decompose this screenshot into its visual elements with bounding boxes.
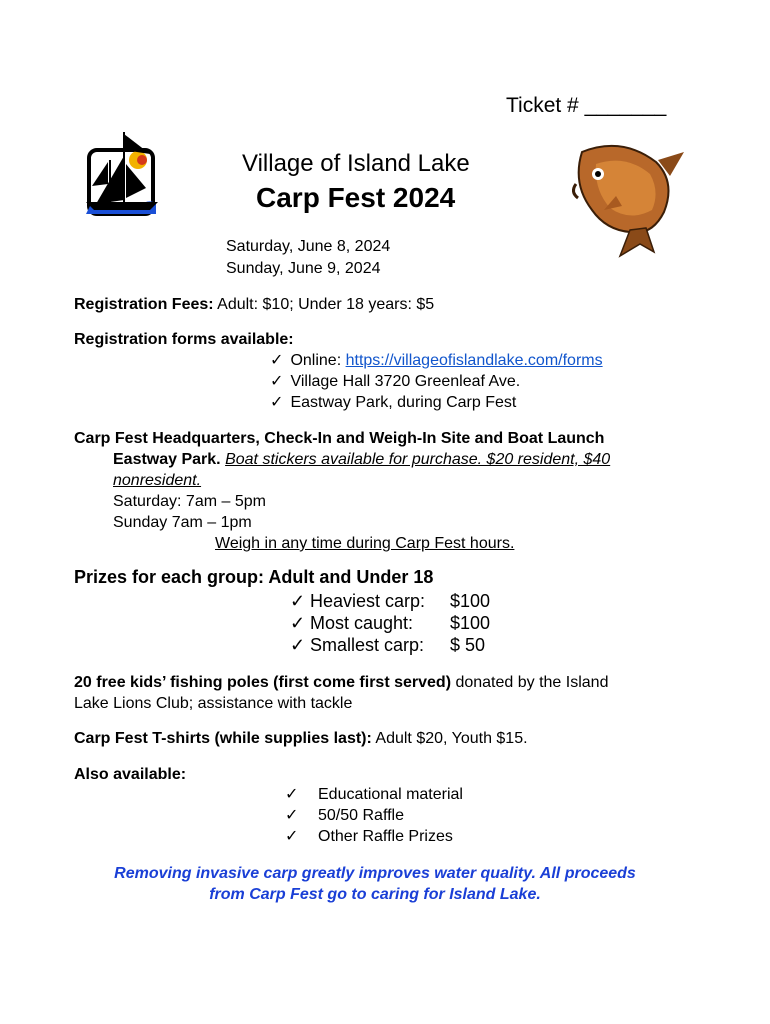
kids-poles-bold: 20 free kids’ fishing poles (first come first served) — [74, 674, 452, 691]
tshirts-paragraph — [74, 728, 528, 749]
boat-sticker-note: Boat stickers available for purchase. $20 resident, $40 — [225, 451, 611, 468]
date-saturday: Saturday, June 8, 2024 — [226, 238, 391, 255]
list-item — [285, 805, 463, 826]
weigh-in-note: Weigh in any time during Carp Fest hours. — [215, 535, 515, 552]
check-icon: ✓ — [270, 394, 284, 411]
also-item: Other Raffle Prizes — [318, 828, 453, 845]
list-item — [270, 350, 603, 371]
prizes-list — [290, 590, 490, 656]
check-icon: ✓ — [290, 591, 306, 611]
also-item: Educational material — [318, 786, 463, 803]
kids-poles-text: donated by the Island — [451, 674, 609, 691]
fees-text: Adult: $10; Under 18 years: $5 — [213, 296, 435, 313]
hours-saturday: Saturday: 7am – 5pm — [113, 493, 266, 510]
kids-poles-paragraph — [74, 672, 608, 714]
prize-label: Smallest carp: — [310, 635, 425, 655]
event-title: Carp Fest 2024 — [256, 182, 456, 213]
prize-row — [290, 612, 490, 634]
prize-amount: $100 — [450, 613, 491, 633]
prize-row — [290, 634, 490, 656]
check-icon: ✓ — [290, 613, 306, 633]
tshirts-bold: Carp Fest T-shirts (while supplies last): — [74, 730, 372, 747]
also-item: 50/50 Raffle — [318, 807, 404, 824]
check-icon: ✓ — [285, 828, 299, 845]
list-item — [285, 826, 463, 847]
prize-row — [290, 590, 490, 612]
list-item — [270, 392, 603, 413]
village-logo-icon — [80, 128, 162, 220]
kids-poles-text-cont: Lake Lions Club; assistance with tackle — [74, 695, 353, 712]
ticket-number: Ticket # _______ — [506, 94, 667, 117]
headquarters-heading: Carp Fest Headquarters, Check-In and Weigh-In Site and Boat Launch — [74, 430, 605, 447]
prize-label: Most caught: — [310, 613, 414, 633]
closing-statement — [74, 863, 676, 905]
prizes-heading: Prizes for each group: Adult and Under 18 — [74, 567, 434, 587]
closing-line-1: Removing invasive carp greatly improves water quality. All proceeds — [114, 865, 636, 882]
prize-amount: $100 — [450, 591, 491, 611]
check-icon: ✓ — [285, 786, 299, 803]
event-dates — [226, 236, 390, 280]
organization-name: Village of Island Lake — [242, 150, 470, 177]
forms-link[interactable]: https://villageofislandlake.com/forms — [345, 352, 603, 369]
also-available-list — [285, 784, 463, 847]
eastway-park-text: Eastway Park, during Carp Fest — [290, 394, 517, 411]
date-sunday: Sunday, June 9, 2024 — [226, 260, 381, 277]
check-icon: ✓ — [270, 373, 284, 390]
village-hall-text: Village Hall 3720 Greenleaf Ave. — [290, 373, 521, 390]
registration-fees — [74, 294, 434, 315]
check-icon: ✓ — [270, 352, 284, 369]
list-item — [270, 371, 603, 392]
prize-label: Heaviest carp: — [310, 591, 426, 611]
check-icon: ✓ — [290, 635, 306, 655]
also-available-label: Also available: — [74, 766, 187, 783]
list-item — [285, 784, 463, 805]
tshirts-text: Adult $20, Youth $15. — [371, 730, 528, 747]
fees-label: Registration Fees: — [74, 296, 214, 313]
headquarters-location — [113, 449, 610, 470]
prize-amount: $ 50 — [450, 635, 486, 655]
online-label: Online: — [290, 352, 346, 369]
carp-fish-icon — [560, 140, 690, 258]
hours-sunday: Sunday 7am – 1pm — [113, 514, 252, 531]
forms-label: Registration forms available: — [74, 331, 294, 348]
headquarters-park: Eastway Park. — [113, 451, 221, 468]
boat-sticker-note-cont: nonresident. — [113, 472, 202, 489]
closing-line-2: from Carp Fest go to caring for Island Lake. — [209, 886, 541, 903]
check-icon: ✓ — [285, 807, 299, 824]
forms-list — [270, 350, 603, 413]
